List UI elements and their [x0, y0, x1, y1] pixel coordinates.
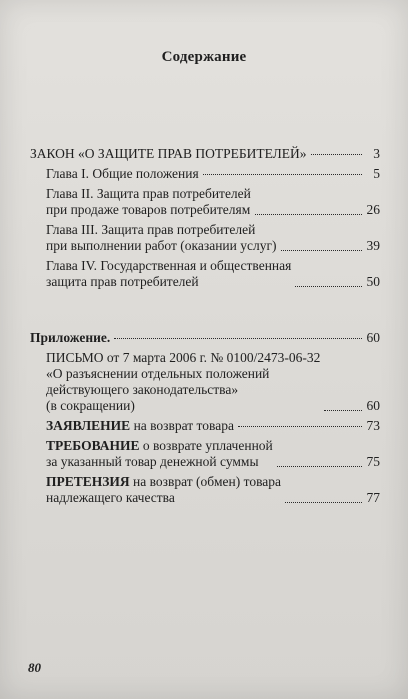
toc-page-number: 75 — [366, 454, 380, 469]
toc-leader-dots — [281, 250, 362, 251]
toc-leader-dots — [238, 426, 362, 427]
toc-page-number: 73 — [366, 418, 380, 433]
toc-entry-chapter-3 — [30, 222, 380, 254]
toc-entry-chapter-2 — [30, 186, 380, 218]
toc-entry-law — [30, 146, 380, 162]
toc-page-number: 60 — [366, 330, 380, 345]
toc-entry-text — [46, 438, 273, 470]
toc-page-number: 3 — [373, 146, 380, 161]
toc-leader-dots — [277, 466, 362, 467]
toc-leader-dots — [114, 338, 362, 339]
toc-entry-statement — [30, 418, 380, 434]
toc-leader-dots — [285, 502, 362, 503]
toc-entry-text: Приложение. — [30, 330, 111, 345]
toc-leader-dots — [311, 154, 362, 155]
toc-leader-dots — [255, 214, 362, 215]
toc-entry-chapter-1 — [30, 166, 380, 182]
toc-entry-appendix — [30, 330, 380, 346]
toc-page-number: 77 — [366, 490, 380, 505]
page-number: 80 — [28, 660, 41, 675]
toc-leader-dots — [295, 286, 362, 287]
toc-entry-rest: на возврат (обмен) товара надлежащего качества — [46, 474, 282, 505]
toc-entry-text — [46, 418, 234, 434]
toc-page-number: 60 — [366, 398, 380, 413]
toc-entry-text: Глава IV. Государственная и общественная защита прав потребителей — [46, 258, 292, 289]
toc-entry-keyword: ПРЕТЕНЗИЯ — [46, 474, 130, 489]
toc-entry-demand — [30, 438, 380, 470]
toc-entry-keyword: ТРЕБОВАНИЕ — [46, 438, 140, 453]
toc-entry-text: Глава I. Общие положения — [46, 166, 199, 181]
toc-entry-keyword: ЗАЯВЛЕНИЕ — [46, 418, 131, 433]
toc-entry-text: ПИСЬМО от 7 марта 2006 г. № 0100/2473-06-32 «О разъяснении отдельных положений действующего законодательства» (в сокращении) — [46, 350, 321, 413]
toc-entry-text: ЗАКОН «О ЗАЩИТЕ ПРАВ ПОТРЕБИТЕЛЕЙ» — [30, 146, 307, 161]
toc-leader-dots — [203, 174, 362, 175]
toc-entry-text: Глава II. Защита прав потребителей при продаже товаров потребителям — [46, 186, 251, 217]
toc-entry-letter — [30, 350, 380, 414]
toc-entry-text — [46, 474, 281, 506]
toc-leader-dots — [324, 410, 362, 411]
toc-entry-text: Глава III. Защита прав потребителей при выполнении работ (оказании услуг) — [46, 222, 277, 253]
toc-page-number: 26 — [366, 202, 380, 217]
toc-entry-rest: о возврате уплаченной за указанный товар денежной суммы — [46, 438, 273, 469]
page-title: Содержание — [161, 49, 247, 65]
toc-entry-chapter-4 — [30, 258, 380, 290]
toc-page-number: 39 — [366, 238, 380, 253]
toc-entry-claim — [30, 474, 380, 506]
toc-entry-rest: на возврат товара — [130, 418, 234, 433]
table-of-contents — [30, 146, 380, 510]
toc-page-number: 5 — [373, 166, 380, 181]
toc-page-number: 50 — [366, 274, 380, 289]
